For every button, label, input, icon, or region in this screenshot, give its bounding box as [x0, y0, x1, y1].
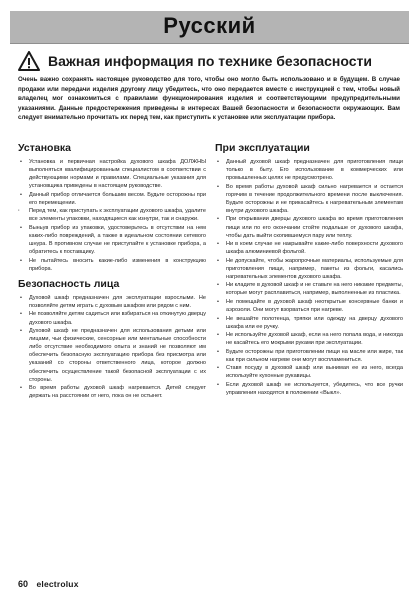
list-item: • Если духовой шкаф не используется, убедитесь, что все ручки управления находятся в положении «Выкл».: [215, 381, 403, 397]
safety-title: Важная информация по технике безопасности: [48, 53, 372, 69]
language-title: Русский: [163, 13, 256, 38]
list-item: • Не позволяйте детям садиться или взбираться на откинутую дверцу духового шкафа.: [18, 310, 206, 326]
warning-triangle-icon: [18, 51, 40, 71]
right-column: [215, 142, 403, 397]
page-number: 60: [18, 579, 29, 589]
page-footer: [18, 574, 79, 589]
list-item: • Духовой шкаф не предназначен для использования детьми или лицами, чьи физические, сенсорные или ментальные способности либо отсутствие необходимого опыта и знаний не позволяют им обеспечить безопасную эксплуатацию прибора без присмотра или указаний со стороны ответственного лица, которое должно обеспечить осуществление такой безопасной эксплуатации с их стороны.: [18, 327, 206, 384]
child-safety-heading: Безопасность лица: [18, 277, 120, 290]
list-item: • Не помещайте в духовой шкаф неоткрытые консервные банки и аэрозоли. Они могут взорваться при нагреве.: [215, 298, 403, 314]
list-item: • Данный прибор отличается большим весом. Будьте осторожны при его перемещении.: [18, 191, 206, 207]
list-item: • Во время работы духовой шкаф сильно нагревается и остается горячим в течение продолжительного времени после выключения. Будьте осторожны и не прикасайтесь к нагревательным элементам внутри духового шкафа.: [215, 183, 403, 215]
list-item: • Духовой шкаф предназначен для эксплуатации взрослыми. Не позволяйте детям играть с духовым шкафом или рядом с ним.: [18, 294, 206, 310]
list-item: • Не пытайтесь вносить какие-либо изменения в конструкцию прибора.: [18, 257, 206, 273]
safety-heading-block: [18, 51, 408, 73]
list-item: · Перед тем, как приступать к эксплуатации духового шкафа, удалите все элементы упаковки, находящиеся как изнутри, так и снаружи.: [18, 207, 206, 223]
installation-heading: Установка: [18, 142, 71, 154]
list-item: • Выньув прибор из упаковки, удостоверьтесь в отсутствии на нем каких-либо повреждений, а также в идеальном состоянии сетевого шнура. В противном случае не приступайте к установке прибора, а обратитесь к поставщику.: [18, 224, 206, 256]
list-item: • При открывании дверцы духового шкафа во время приготовления пищи или по его окончании стойте подальше от духового шкафа, чтобы дать выйти скопившемуся пару или теплу.: [215, 215, 403, 239]
list-item: • Во время работы духовой шкаф нагревается. Детей следует держать на расстоянии от него, пока он не остынет.: [18, 384, 206, 400]
operation-heading: При эксплуатации: [215, 142, 310, 154]
list-item: • Не используйте духовой шкаф, если на него попала вода, и никогда не касайтесь его мокрыми руками при эксплуатации.: [215, 331, 403, 347]
list-item: • Данный духовой шкаф предназначен для приготовления пищи только в быту. Его использование в коммерческих или промышленных целях не предусмотрено.: [215, 158, 403, 182]
intro-paragraph: Очень важно сохранять настоящее руководство для того, чтобы оно могло быть использовано и в будущем. В случае продажи или передачи изделия другому лицу убедитесь, что оно передается вместе с инструкцией с тем, чтобы новый владелец мог ознакомиться с правилами функционирования изделия и соответствующими предупредительными указаниями. Данные предостережения приведены в интересах Вашей безопасности и безопасности окружающих. Вам следует внимательно прочитать их перед тем, как приступить к установке или эксплуатации прибора.: [18, 76, 400, 122]
list-item: • Ни кладите в духовой шкаф и не ставьте на него никакие предметы, которые могут расплавиться, например, выполненные из пластика.: [215, 281, 403, 297]
installation-list: [18, 158, 206, 273]
list-item: • Будьте осторожны при приготовлении пищи на масле или жире, так как при сильном нагреве они могут воспламениться.: [215, 348, 403, 364]
list-item: • Установка и первичная настройка духового шкафа ДОЛЖНЫ выполняться квалифицированным специалистом в соответствии с действующими нормами и правилами. Специальные указания для установщика приведены в настоящем руководстве.: [18, 158, 206, 190]
left-column: [18, 142, 206, 401]
child-safety-list: [18, 294, 206, 400]
list-item: • Ни в коем случае не накрывайте какие-либо поверхности духового шкафа алюминиевой фольгой.: [215, 240, 403, 256]
list-item: • Не допускайте, чтобы жаропрочные материалы, используемые для приготовления пищи, например, пакеты из фольги, касались нагревательных элементов духового шкафа.: [215, 257, 403, 281]
language-header-bar: [10, 11, 409, 44]
brand-logo-text: electrolux: [36, 579, 79, 589]
operation-list: [215, 158, 403, 397]
list-item: • Не вешайте полотенца, тряпки или одежду на дверцу духового шкафа или ее ручку.: [215, 315, 403, 331]
list-item: • Ставя посуду в духовой шкаф или вынимая ее из него, всегда используйте кухонные рукавицы.: [215, 364, 403, 380]
